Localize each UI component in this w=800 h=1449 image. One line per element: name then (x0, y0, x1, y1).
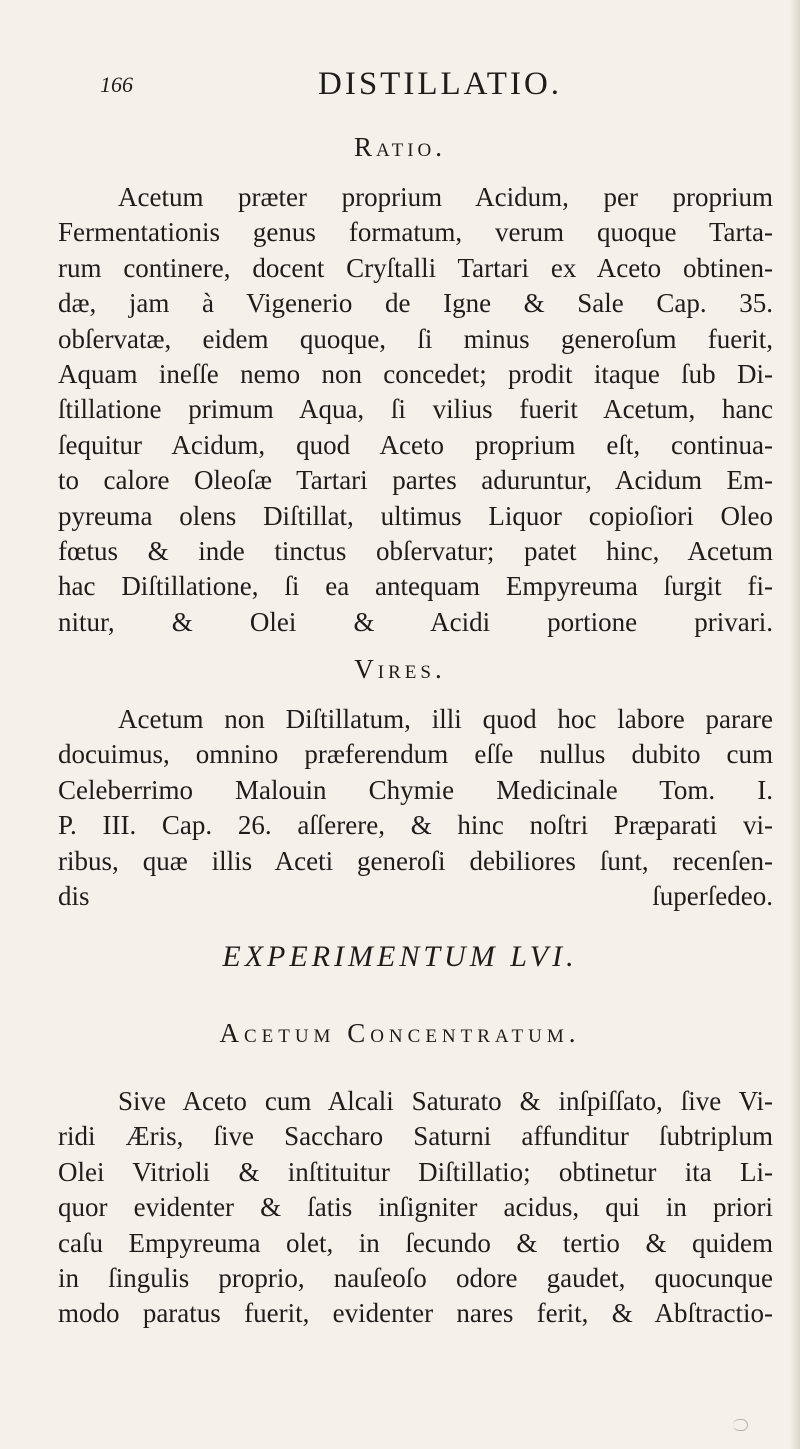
text-line: quor evidenter & ſatis inſigniter acidus, qui in priori (58, 1192, 773, 1223)
paper-mark (733, 1419, 748, 1431)
text-line: Aquam ineſſe nemo non concedet; prodit itaque ſub Di- (58, 359, 773, 390)
text-line: pyreuma olens Diſtillat, ultimus Liquor copioſiori Oleo (58, 500, 773, 531)
text-line: Acetum non Diſtillatum, illi quod hoc labore parare (118, 704, 773, 734)
text-line: in ſingulis proprio, nauſeoſo odore gaudet, quocunque (58, 1263, 773, 1294)
text-line: modo paratus fuerit, evidenter nares ferit, & Abſtractio- (58, 1298, 773, 1329)
text-line: ſtillatione primum Aqua, ſi vilius fuerit Acetum, hanc (58, 394, 773, 425)
paragraph-experiment (58, 1084, 773, 1332)
text-line: caſu Empyreuma olet, in ſecundo & tertio & quidem (58, 1227, 773, 1258)
page-number: 166 (100, 72, 133, 97)
paragraph-ratio (58, 180, 773, 640)
text-line: dæ, jam à Vigenerio de Igne & Sale Cap. 35. (58, 288, 773, 319)
running-title: DISTILLATIO. (318, 66, 563, 102)
running-head (0, 66, 800, 106)
experiment-subtitle: Acetum Concentratum. (219, 1018, 581, 1048)
text-line: Acetum præter proprium Acidum, per proprium (118, 182, 773, 212)
text-line: hac Diſtillatione, ſi ea antequam Empyreuma ſurgit fi- (58, 571, 773, 602)
experiment-title: EXPERIMENTUM LVI. (222, 940, 578, 973)
section-heading-ratio: Ratio. (353, 132, 447, 162)
text-line: ridi Æris, ſive Saccharo Saturni affunditur ſubtriplum (58, 1121, 773, 1152)
text-line: Olei Vitrioli & inſtituitur Diſtillatio; obtinetur ita Li- (58, 1156, 773, 1187)
text-line: Sive Aceto cum Alcali Saturato & inſpiſſato, ſive Vi- (118, 1086, 773, 1116)
text-line: docuimus, omnino præferendum eſſe nullus dubito cum (58, 739, 773, 770)
text-line: obſervatæ, eidem quoque, ſi minus generoſum fuerit, (58, 323, 773, 354)
paragraph-vires (58, 702, 773, 914)
text-line: rum continere, docent Cryſtalli Tartari ex Aceto obtinen- (58, 252, 773, 283)
text-line: P. III. Cap. 26. aſſerere, & hinc noſtri Præparati vi- (58, 810, 773, 841)
section-heading-vires: Vires. (354, 654, 446, 684)
text-line: ribus, quæ illis Aceti generoſi debiliores ſunt, recenſen- (58, 845, 773, 876)
text-line: nitur, & Olei & Acidi portione privari. (58, 606, 773, 637)
text-line: Fermentationis genus formatum, verum quoque Tarta- (58, 217, 773, 248)
text-line: to calore Oleoſæ Tartari partes aduruntur, Acidum Em- (58, 465, 773, 496)
page-edge-shadow (790, 0, 800, 1449)
text-line: ſequitur Acidum, quod Aceto proprium eſt, continua- (58, 429, 773, 460)
text-line: fœtus & inde tinctus obſervatur; patet hinc, Acetum (58, 536, 773, 567)
text-line: dis ſuperſedeo. (58, 881, 773, 912)
text-line: Celeberrimo Malouin Chymie Medicinale Tom. I. (58, 774, 773, 805)
